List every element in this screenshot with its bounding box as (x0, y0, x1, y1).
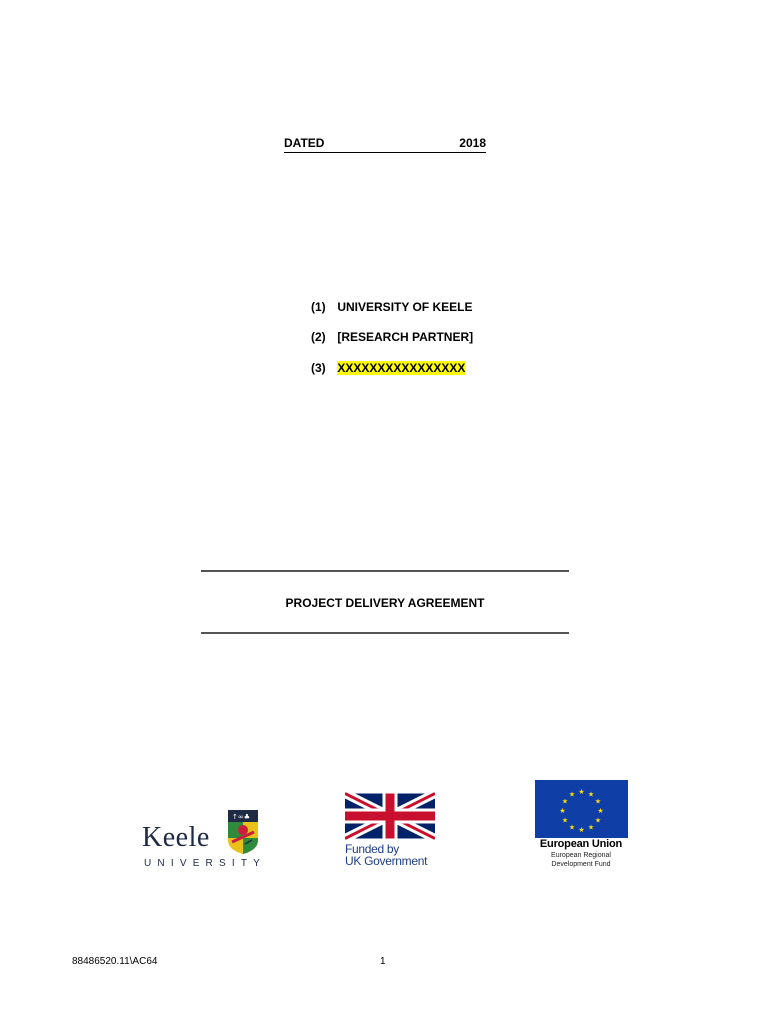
eu-subtitle-line2: Development Fund (551, 861, 611, 868)
svg-text:★: ★ (568, 823, 576, 832)
uk-government-text: UK Government (345, 854, 428, 868)
page-number: 1 (380, 956, 386, 967)
dated-year: 2018 (459, 136, 486, 150)
eu-flag-icon (535, 780, 628, 838)
svg-text:↑∞♣: ↑∞♣ (232, 813, 250, 821)
eu-title: European Union (539, 838, 623, 850)
eu-subtitle-line1: European Regional (551, 852, 611, 859)
bottom-rule (201, 632, 569, 634)
party-name: [RESEARCH PARTNER] (337, 330, 474, 344)
svg-text:★: ★ (578, 826, 585, 834)
document-reference: 88486520.11\AC64 (72, 956, 158, 967)
svg-text:★: ★ (597, 807, 604, 815)
party-number: (1) (311, 300, 326, 314)
party-2 (311, 330, 473, 344)
svg-text:★: ★ (568, 790, 576, 799)
dated-label: DATED (284, 136, 325, 150)
uk-government-caption (345, 843, 427, 867)
agreement-title: PROJECT DELIVERY AGREEMENT (285, 596, 485, 610)
svg-text:★: ★ (594, 797, 602, 806)
uk-government-logo (345, 791, 437, 868)
svg-text:★: ★ (578, 788, 585, 796)
eu-subtitle (533, 851, 629, 869)
keele-crest-icon (228, 810, 258, 854)
dated-line (284, 136, 486, 153)
party-1 (311, 300, 472, 314)
party-number: (2) (311, 330, 326, 344)
union-jack-icon (345, 791, 435, 841)
svg-text:★: ★ (587, 790, 595, 799)
keele-subline: UNIVERSITY (144, 858, 267, 869)
svg-text:★: ★ (559, 807, 566, 815)
party-name-highlighted: XXXXXXXXXXXXXXXX (337, 361, 466, 375)
funded-by-text: Funded by (345, 842, 400, 856)
keele-university-logo (142, 810, 267, 870)
svg-text:★: ★ (587, 823, 595, 832)
party-name: UNIVERSITY OF KEELE (337, 300, 473, 314)
keele-wordmark: Keele (142, 822, 210, 853)
svg-text:★: ★ (561, 797, 569, 806)
svg-text:★: ★ (561, 816, 569, 825)
party-number: (3) (311, 361, 326, 375)
top-rule (201, 570, 569, 572)
svg-text:★: ★ (594, 816, 602, 825)
party-3 (311, 361, 465, 375)
